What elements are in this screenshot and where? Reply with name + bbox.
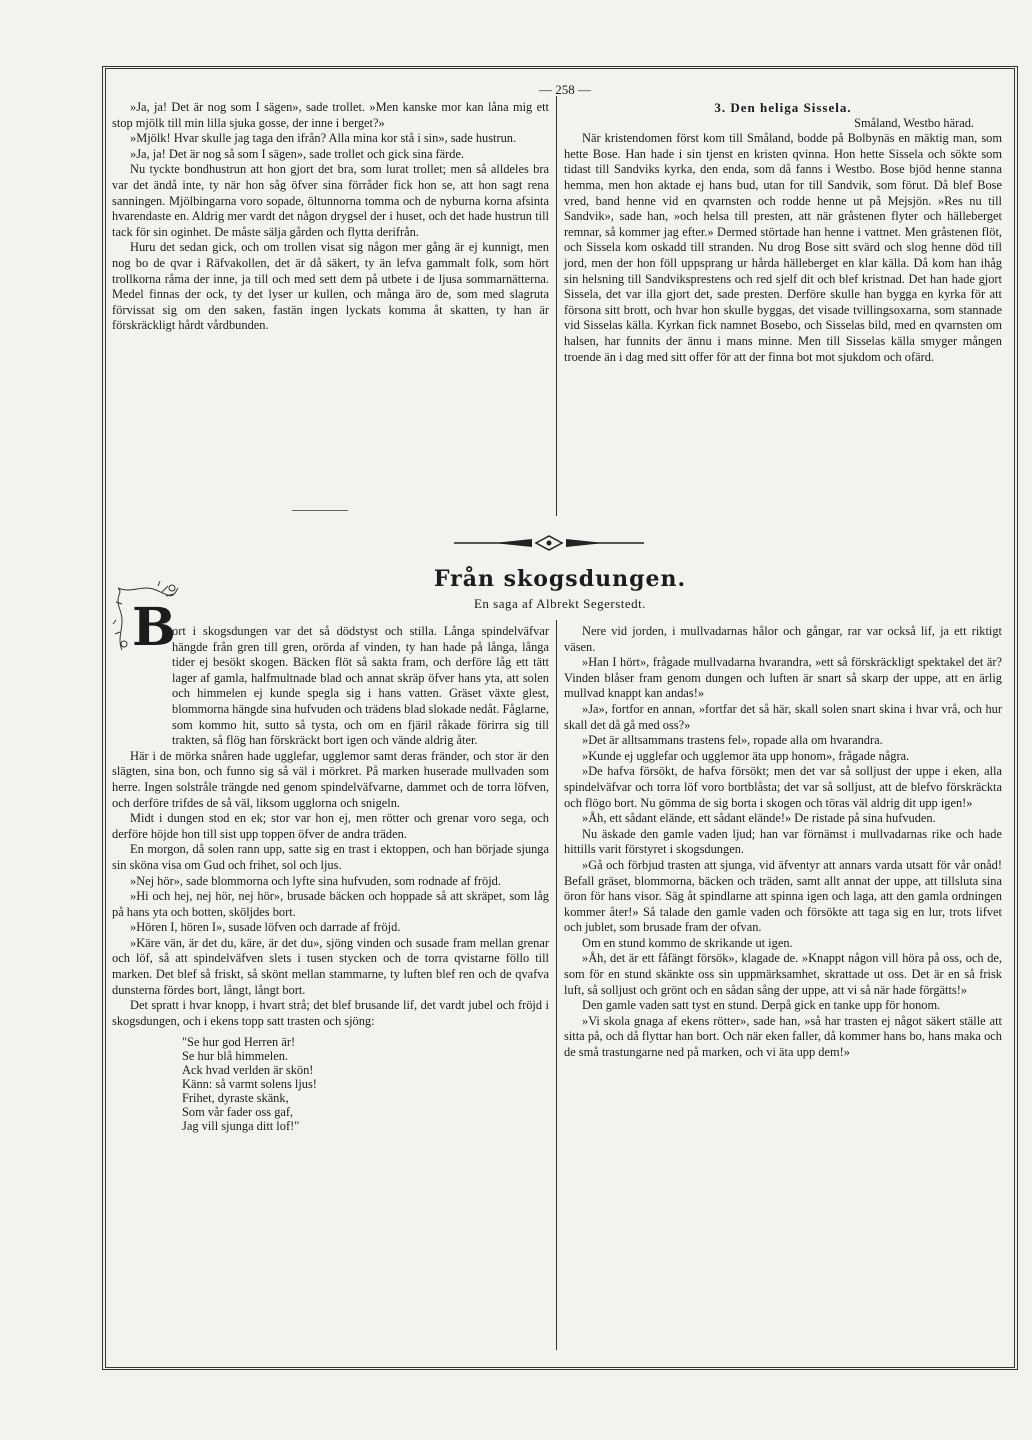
poem-line: Som vår fader oss gaf, [182, 1105, 294, 1120]
poem-line: Frihet, dyraste skänk, [182, 1091, 289, 1106]
top-right-column [564, 100, 1002, 365]
paragraph: Nere vid jorden, i mullvadarnas hålor och gångar, rar var också lif, ja ett riktigt väsen. [564, 624, 1002, 654]
paragraph: Om en stund kommo de skrikande ut igen. [582, 935, 793, 950]
paragraph: Den gamle vaden satt tyst en stund. Derpå gick en tanke upp för honom. [582, 998, 941, 1013]
paragraph: »Hören I, hören I», susade löfven och darrade af fröjd. [130, 920, 401, 935]
ornament-divider [454, 534, 644, 552]
story-left-column [112, 624, 549, 1133]
story-subtitle: En saga af Albrekt Segerstedt. [473, 596, 647, 611]
paragraph: När kristendomen först kom till Småland, bodde på Bolbynäs en mäktig man, som hette Bose. Han hade i sin tjenst en kristen qvinna. Hon hette Sissela och sökte som tidast till Sandviks kyrka, den enda, som då fanns i Westbo. Bose bjöd henne stanna hemma, men hon aktade ej hans bud, utan for till Sandvik, som förut. Då blef Bose vred, band henne vid en qvarnsten och rodde henne ut på Mejsjön. »Res nu till Sandvik», sade han, »och helsa till presten, att när gråstenen flyter och hälleberget remnar, så kommer jag efter.» Dermed störtade han henne i vattnet. Men gråstenen flöt, och Sissela kom oskadd till stranden. Nu drog Bose sitt svärd och slog henne död till jord, men der hon föll uppsprang ur hårda hälleberget en klar källa. Då kom han ihåg sin helsning till Sandviksprestens och red sjelf dit och blef kristnad. Det han hade gjort Sissela, det var illa gjort det, sade presten. Derföre skulle han bygga en kyrka för att försona sitt brott, och hvar hon skulle byggas, det visade tvillingsoxarna, som stannade vid Sisselas källa. Kyrkan fick namnet Bosebo, och Sisselas bild, med en qvarnsten om halsen, har funnits der ännu i mans minne. Men till Sisselas källa smyger mången troende än i dag med sitt offer för att der finna bot mot sjukdom och ofärd. [564, 131, 1002, 364]
paragraph: »Vi skola gnaga af ekens rötter», sade han, »så har trasten ej något säkert ställe att sitta på, och då flyttar han bort. Och när eken faller, då kommer hans bo, hans maka och de små trastungarne ned på marken, och vi äta upp dem!» [564, 1013, 1002, 1060]
paragraph: »Åh, det är ett fåfängt försök», klagade de. »Knappt någon vill höra på oss, och de, som för en stund skänkte oss sin uppmärksamhet, skrattade ut oss. Det är en så frisk luft, så solljust och grönt och en sådan sång der uppe, att vi så när hade förgätts!» [564, 951, 1002, 997]
section-heading: 3. Den heliga Sissela. [714, 100, 852, 115]
paragraph: »Ja, ja! Det är nog så som I sägen», sade trollet och gick sina färde. [130, 146, 465, 161]
page-number: — 258 — [539, 82, 591, 97]
paragraph: »Gå och förbjud trasten att sjunga, vid äfventyr att annars varda utsatt för vår onåd! Befall gräset, blommorna, bäcken och träden, samt allt annat der uppe, att tillsluta sina öron för hans visor. Säg åt spindlarne att spinna igen och laga, att den gamla ordningen kommer åter!» Så talade den gamle vaden och försökte att taga sig en lur, trots lifvet och jublet, som brusade fram der ofvan. [564, 857, 1002, 935]
poem-line: "Se hur god Herren är! [182, 1035, 296, 1050]
paragraph: »Han I hört», frågade mullvadarna hvarandra, »ett så förskräckligt spektakel det är? Vinden blåser fram genom dungen och luften är snart så skarp der uppe, att en ärlig mullvad knappt kan andas!» [564, 655, 1002, 701]
paragraph: »Det är alltsammans trastens fel», ropade alla om hvarandra. [582, 733, 883, 748]
paragraph: En morgon, då solen rann upp, satte sig en trast i ektoppen, och han började sjunga sin sköna visa om Gud och frihet, sol och ljus. [112, 842, 549, 872]
poem-line: Ack hvad verlden är skön! [182, 1063, 314, 1078]
paragraph: Nu äskade den gamle vaden ljud; han var förnämst i mullvadarnas rike och hade hittills varit förstyret i skogsdungen. [564, 826, 1002, 857]
story-right-column [564, 624, 1002, 1061]
dropcap-letter: B [132, 597, 176, 658]
poem-line: Jag vill sjunga ditt lof!" [182, 1119, 300, 1134]
paragraph: »Åh, ett sådant elände, ett sådant elände!» De ristade på sina hufvuden. [582, 811, 936, 826]
paragraph: »Käre vän, är det du, käre, är det du», sjöng vinden och susade fram mellan grenar och löf, så att spindelväfven slets i tusen stycken och de torra qvistarne föllo till marken. Det blef så friskt, så skönt mellan stammarne, ty luften blef ren och de qvafva dunsterna fördes bort, långt, långt bort. [112, 935, 549, 997]
poem [182, 1035, 549, 1133]
paragraph: Här i de mörka snåren hade ugglefar, ugglemor samt deras fränder, och stor är den slägten, sina bon, och funno sig så väl i mörkret. På marken huserade mullvaden som herre. Ingen solstråle trängde ned genom spindelväfvarne, dammet och de torra löfven, och derföre trifdes de så väl, liksom ugglorna och snigeln. [112, 748, 549, 810]
paragraph: Huru det sedan gick, och om trollen visat sig någon mer gång är ej kunnigt, men nog bo de qvar i Räfvakollen, det är då säkert, ty än lefva gammalt folk, som hört trollkorna råma der inne, ja till och med sett dem på utbete i de ljusa sommarnätterna. Medel finnas der ock, ty det lyser ur kullen, och många äro de, som med slagruta förvissat sig om den saken, fastän ingen lyckats komma åt skatten, ty han är förskräckligt hårdt vårdbunden. [112, 240, 549, 333]
paragraph: »Kunde ej ugglefar och ugglemor äta upp honom», frågade några. [582, 748, 910, 763]
paragraph: Nu tyckte bondhustrun att hon gjort det bra, som lurat trollet; men så alldeles bra var det ändå inte, ty när hon såg öfver sina förråder fick hon se, att hon sagt rena sanningen. Mjölbingarna voro sopade, öltunnorna tomma och de nyburna korna afsinta hvarendaste en. Aldrig mer vardt det någon drygsel der i huset, och det hade hustrun till tack för sin oginhet. De måste sälja gården och flytta derifrån. [112, 162, 549, 239]
paragraph: »De hafva försökt, de hafva försökt; men det var så solljust der uppe i eken, alla spindelväfvar och torra löf voro bortblåsta; det var så solljust, att de blefvo förskräckta och flögo bort. Nu gömma de sig borta i skogen och töras väl aldrig dit upp igen!» [564, 764, 1002, 810]
column-divider-bottom [556, 620, 557, 1350]
paragraph: Midt i dungen stod en ek; stor var hon ej, men rötter och grenar voro sega, och derföre höjde hon till sist upp toppen öfver de andra träden. [112, 811, 549, 841]
end-rule [292, 510, 348, 511]
paragraph: Det spratt i hvar knopp, i hvart strå; det blef brusande lif, det vardt jubel och fröjd i skogsdungen, och i ekens topp satt trasten och sjöng: [112, 998, 549, 1028]
paragraph: »Nej hör», sade blommorna och lyfte sina hufvuden, som rodnade af fröjd. [130, 873, 501, 888]
paragraph: »Ja», fortfor en annan, »fortfar det så här, skall solen snart skina i hvar vrå, och hur skall det då gå med oss?» [564, 701, 1002, 732]
poem-line: Se hur blå himmelen. [182, 1049, 288, 1064]
paragraph: »Ja, ja! Det är nog som I sägen», sade trollet. »Men kanske mor kan låna mig ett stop mjölk till min lilla sjuka gosse, der inne i berget?» [112, 100, 549, 130]
section-subheading: Småland, Westbo härad. [854, 115, 974, 130]
paragraph: »Mjölk! Hvar skulle jag taga den ifrån? Alla mina kor stå i sin», sade hustrun. [130, 131, 517, 146]
top-left-column [112, 100, 549, 334]
poem-line: Känn: så varmt solens ljus! [182, 1077, 317, 1092]
column-divider-top [556, 96, 557, 516]
paragraph: ort i skogsdungen var det så dödstyst och stilla. Långa spindelväfvar hängde från gren till gren, orörda af vinden, ty han hade på långa, långa tider ej besökt skogen. Bäcken flöt så sakta fram, och derföre låg ett tätt lager af gamla, halfmultnade blad och annat skräp öfver hans yta, att solen och himmelen ej kunde spegla sig i hans vatten. Gräset växte glest, blommorna hängde sina hufvuden och trädens blad slokade nedåt. Fåglarne, som kommo hit, sutto så tysta, och om en fjäril råkade förirra sig till trakten, så flög han förskräckt bort igen och vände aldrig åter. [172, 624, 549, 748]
paragraph: »Hi och hej, nej hör, nej hör», brusade bäcken och hoppade så att skräpet, som låg på hans yta och botten, sköljdes bort. [112, 889, 549, 919]
story-title: Från skogsdungen. [433, 566, 687, 592]
